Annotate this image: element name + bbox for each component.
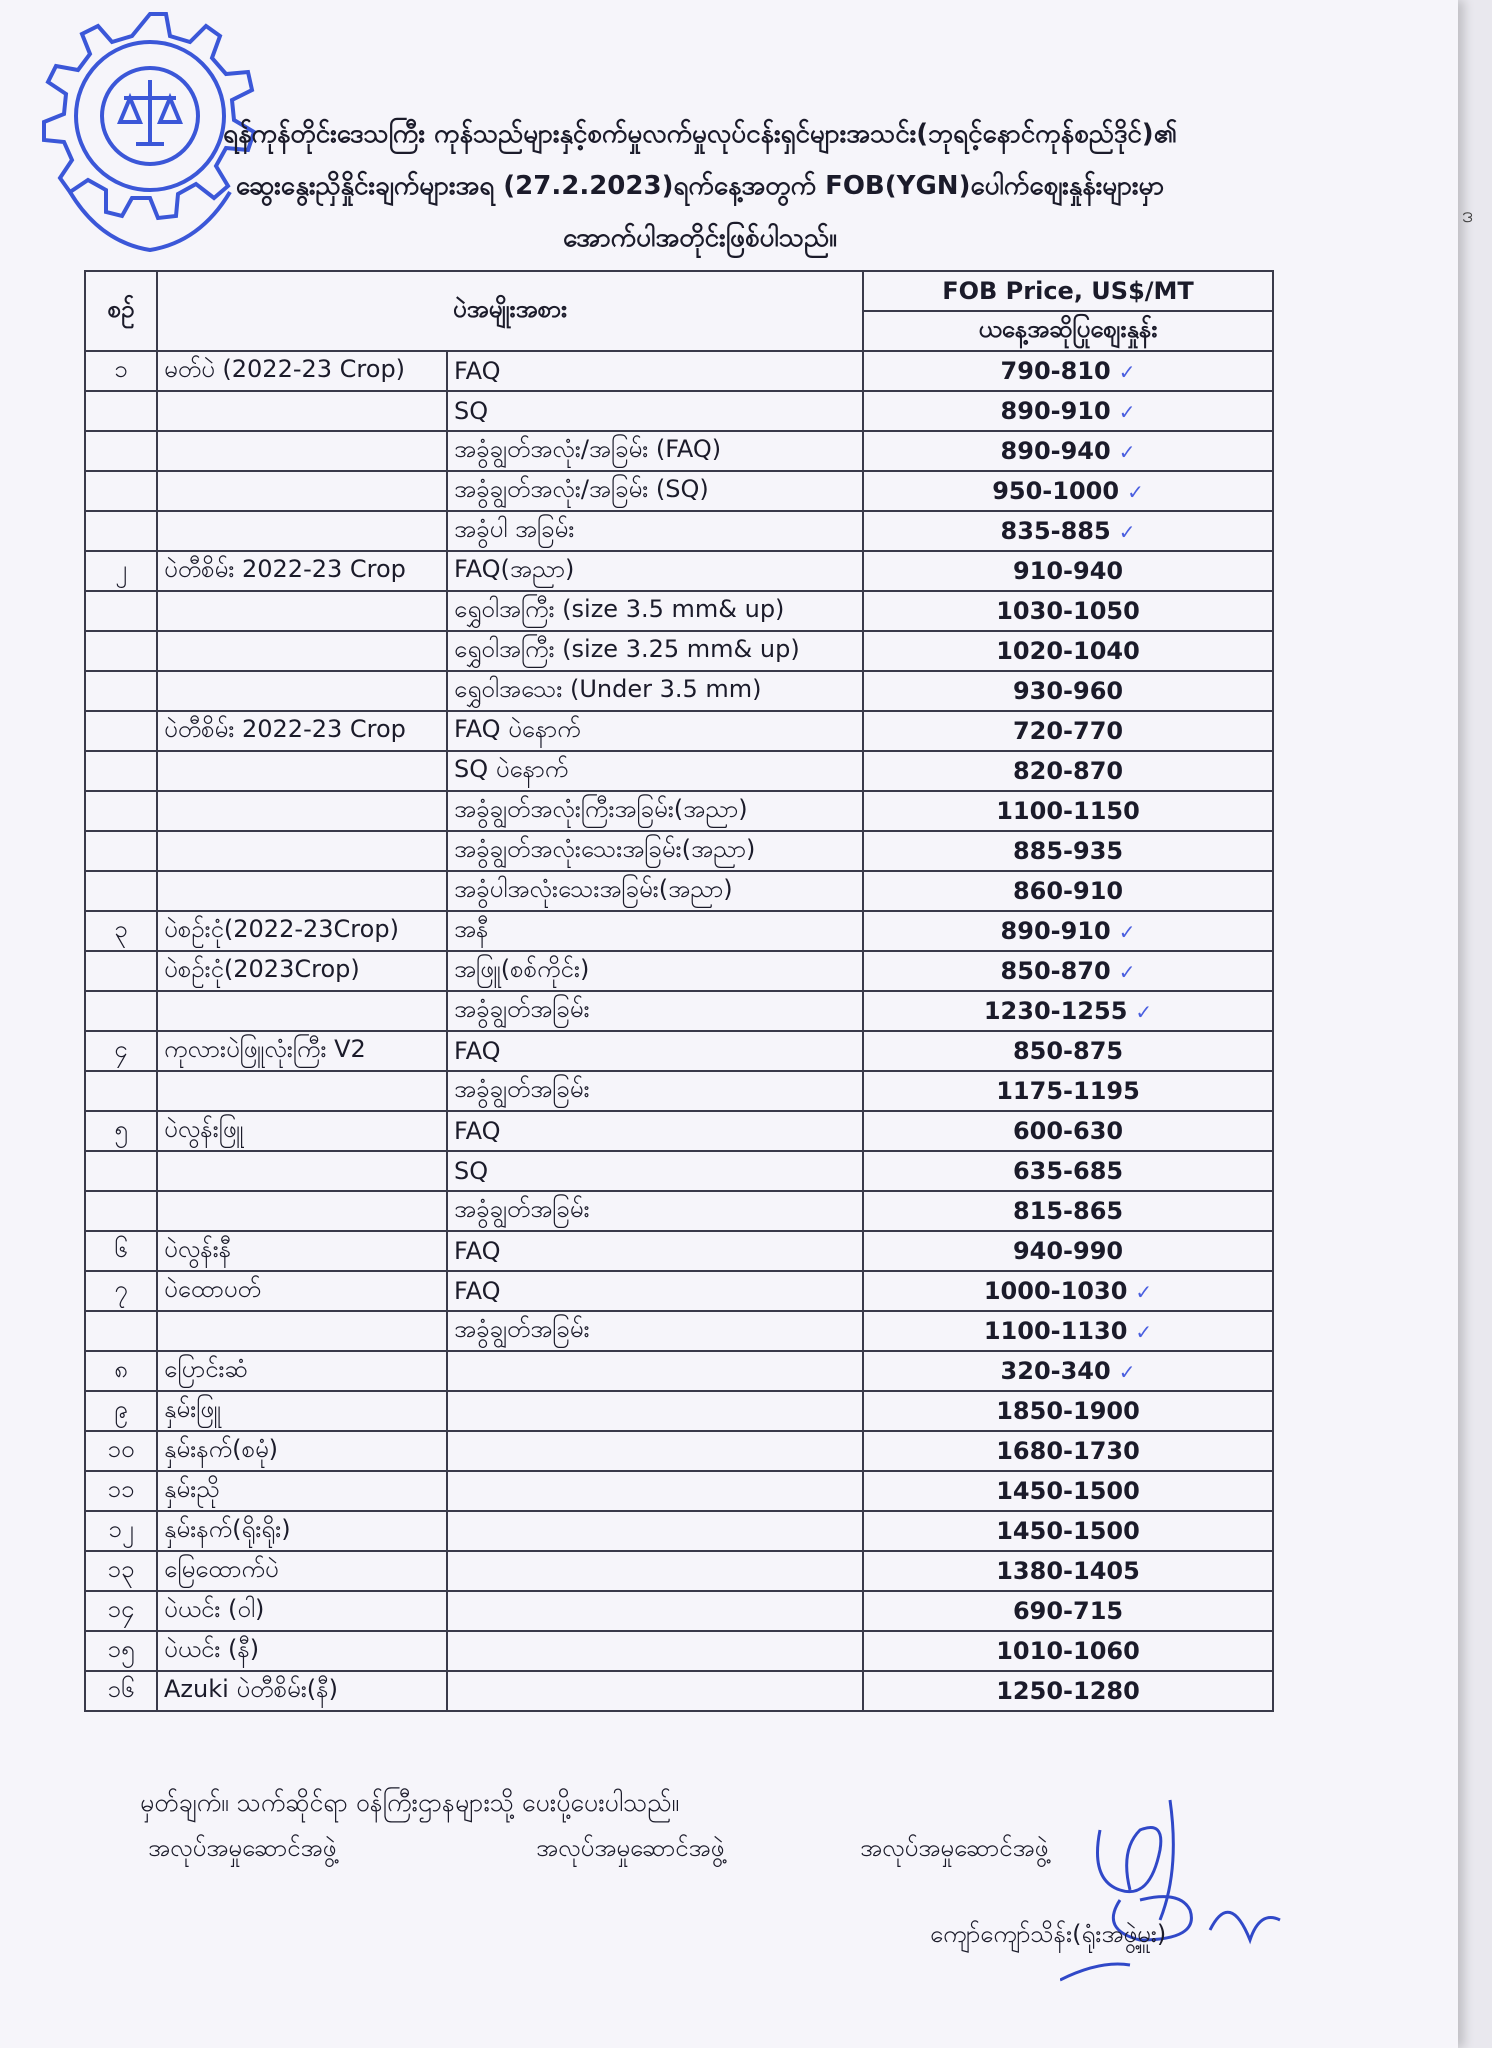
serial-no-cell — [85, 1271, 157, 1311]
serial-no-cell — [85, 1591, 157, 1631]
bean-type-cell-text: ကုလားပဲဖြူလုံးကြီး V2 — [164, 1035, 366, 1063]
table-row — [85, 1471, 1273, 1511]
bean-type-cell — [157, 1271, 447, 1311]
price-cell — [863, 1511, 1273, 1551]
price-cell — [863, 1551, 1273, 1591]
bean-type-cell-text: ပဲယင်း (ဝါ) — [164, 1595, 265, 1623]
header-fob-price: FOB Price, US$/MT — [863, 271, 1273, 311]
bean-type-cell — [157, 951, 447, 991]
check-mark-icon: ✓ — [1127, 480, 1144, 504]
grade-cell — [447, 1551, 863, 1591]
bean-type-cell-text: နှမ်းဖြူ — [164, 1395, 221, 1423]
grade-cell-text: SQ — [454, 397, 489, 425]
serial-no-cell — [85, 391, 157, 431]
bean-type-cell — [157, 711, 447, 751]
grade-cell — [447, 1591, 863, 1631]
grade-cell-text: FAQ — [454, 1037, 501, 1065]
price-cell — [863, 551, 1273, 591]
table-row — [85, 631, 1273, 671]
grade-cell — [447, 1271, 863, 1311]
price-cell-text: 1850-1900 — [996, 1397, 1140, 1425]
serial-no-cell — [85, 1671, 157, 1711]
price-cell-text: 940-990 — [1012, 1237, 1124, 1265]
bean-type-cell — [157, 1671, 447, 1711]
price-cell-text: 835-885 — [1000, 517, 1111, 545]
serial-no-cell — [85, 471, 157, 511]
bean-type-cell — [157, 791, 447, 831]
grade-cell-text: အဖြူ(စစ်ကိုင်း) — [454, 955, 590, 983]
table-row — [85, 711, 1273, 751]
table-row — [85, 1191, 1273, 1231]
bean-type-cell — [157, 551, 447, 591]
heading-line-1: ရန်ကုန်တိုင်းဒေသကြီး ကုန်သည်များနှင့်စက်မှုလက်မှုလုပ်ငန်းရှင်များအသင်း(ဘုရင့်နောင်ကုန်စည်ဒိုင်)၏ — [223, 119, 1177, 149]
bean-type-cell — [157, 391, 447, 431]
table-row — [85, 1591, 1273, 1631]
serial-no-cell — [85, 1431, 157, 1471]
table-row — [85, 1551, 1273, 1591]
grade-cell — [447, 1231, 863, 1271]
table-row — [85, 511, 1273, 551]
bean-type-cell — [157, 1231, 447, 1271]
grade-cell-text: အခွံချွတ်အခြမ်း — [454, 995, 590, 1023]
grade-cell-text: အခွံချွတ်အလုံးသေးအခြမ်း(အညာ) — [454, 835, 756, 863]
grade-cell — [447, 831, 863, 871]
serial-no-cell-text: ၆ — [114, 1235, 128, 1263]
table-row — [85, 1511, 1273, 1551]
grade-cell — [447, 1391, 863, 1431]
check-mark-icon: ✓ — [1135, 1000, 1153, 1024]
check-mark-icon: ✓ — [1118, 520, 1136, 544]
bean-type-cell-text: နှမ်းနက်(ရိုးရိုး) — [164, 1515, 291, 1543]
price-cell-text: 1450-1500 — [996, 1517, 1140, 1545]
price-cell — [863, 871, 1273, 911]
table-row — [85, 831, 1273, 871]
serial-no-cell — [85, 1111, 157, 1151]
grade-cell — [447, 1431, 863, 1471]
price-cell — [863, 671, 1273, 711]
price-cell-text: 720-770 — [1012, 717, 1124, 745]
price-cell-text: 820-870 — [1012, 757, 1124, 785]
table-header-row — [85, 271, 1273, 311]
price-cell — [863, 1391, 1273, 1431]
serial-no-cell-text: ၁၂ — [108, 1515, 134, 1543]
grade-cell-text: အခွံချွတ်အလုံးကြီးအခြမ်း(အညာ) — [454, 795, 748, 823]
serial-no-cell-text: ၁၁ — [107, 1475, 135, 1503]
price-cell-text: 885-935 — [1012, 837, 1124, 865]
table-row — [85, 951, 1273, 991]
heading-line-3: အောက်ပါအတိုင်းဖြစ်ပါသည်။ — [563, 223, 837, 253]
bean-type-cell — [157, 1191, 447, 1231]
table-row — [85, 991, 1273, 1031]
grade-cell-text: FAQ(အညာ) — [454, 555, 575, 583]
price-cell-text: 860-910 — [1012, 877, 1124, 905]
bean-type-cell-text: ပဲတီစိမ်း 2022-23 Crop — [164, 555, 406, 583]
price-cell-text: 1000-1030 — [983, 1277, 1128, 1305]
grade-cell — [447, 1671, 863, 1711]
bean-type-cell-text: ပြောင်းဆံ — [164, 1355, 248, 1383]
serial-no-cell — [85, 1231, 157, 1271]
grade-cell — [447, 1191, 863, 1231]
price-cell — [863, 711, 1273, 751]
heading-line-2: ဆွေးနွေးညှိနှိုင်းချက်များအရ (27.2.2023)ရက်နေ့အတွက် FOB(YGN)ပေါက်စျေးနှုန်းများမှာ — [235, 171, 1165, 201]
price-cell-text: 850-875 — [1012, 1037, 1124, 1065]
price-cell — [863, 1071, 1273, 1111]
grade-cell — [447, 351, 863, 391]
price-cell — [863, 831, 1273, 871]
bean-type-cell-text: ပဲစဉ်းငုံ(2023Crop) — [164, 955, 360, 983]
committee-label-3: အလုပ်အမှုဆောင်အဖွဲ့ — [860, 1834, 1049, 1862]
serial-no-cell — [85, 431, 157, 471]
grade-cell — [447, 1111, 863, 1151]
table-row — [85, 911, 1273, 951]
grade-cell — [447, 871, 863, 911]
price-cell-text: 1010-1060 — [996, 1637, 1140, 1665]
grade-cell — [447, 711, 863, 751]
grade-cell — [447, 591, 863, 631]
price-cell — [863, 791, 1273, 831]
serial-no-cell — [85, 1391, 157, 1431]
grade-cell-text: FAQ ပဲနောက် — [454, 715, 581, 743]
bean-type-cell — [157, 1551, 447, 1591]
price-cell-text: 1680-1730 — [996, 1437, 1140, 1465]
price-cell-text: 635-685 — [1012, 1157, 1124, 1185]
serial-no-cell-text: ၂ — [115, 555, 127, 583]
price-cell-text: 890-910 — [1000, 917, 1111, 945]
grade-cell — [447, 1631, 863, 1671]
grade-cell — [447, 911, 863, 951]
grade-cell — [447, 671, 863, 711]
grade-cell — [447, 1071, 863, 1111]
bean-type-cell — [157, 1391, 447, 1431]
grade-cell — [447, 1471, 863, 1511]
serial-no-cell — [85, 591, 157, 631]
price-cell — [863, 591, 1273, 631]
check-mark-icon: ✓ — [1118, 360, 1136, 384]
committee-label-2: အလုပ်အမှုဆောင်အဖွဲ့ — [536, 1834, 725, 1862]
price-cell — [863, 511, 1273, 551]
bean-type-cell — [157, 1111, 447, 1151]
serial-no-cell — [85, 631, 157, 671]
table-row — [85, 1151, 1273, 1191]
grade-cell — [447, 991, 863, 1031]
document-heading — [100, 108, 1300, 264]
serial-no-cell — [85, 511, 157, 551]
table-row — [85, 471, 1273, 511]
price-cell-text: 690-715 — [1012, 1597, 1124, 1625]
price-cell-text: 815-865 — [1012, 1197, 1124, 1225]
grade-cell-text: SQ ပဲနောက် — [454, 755, 569, 783]
price-cell-text: 910-940 — [1012, 557, 1124, 585]
serial-no-cell — [85, 551, 157, 591]
price-cell-text: 1020-1040 — [996, 637, 1140, 665]
serial-no-cell — [85, 1031, 157, 1071]
serial-no-cell — [85, 991, 157, 1031]
bean-type-cell — [157, 1471, 447, 1511]
grade-cell — [447, 551, 863, 591]
table-row — [85, 871, 1273, 911]
grade-cell — [447, 431, 863, 471]
table-row — [85, 431, 1273, 471]
edge-glyph: ဒ — [1462, 203, 1474, 228]
bean-type-cell-text: ပဲတီစိမ်း 2022-23 Crop — [164, 715, 406, 743]
bean-type-cell — [157, 631, 447, 671]
bean-type-cell-text: ပဲလွန်းနီ — [164, 1235, 232, 1263]
serial-no-cell — [85, 1551, 157, 1591]
table-row — [85, 1351, 1273, 1391]
grade-cell-text: အခွံချွတ်အလုံး/အခြမ်း (FAQ) — [454, 435, 722, 463]
grade-cell — [447, 511, 863, 551]
table-row — [85, 551, 1273, 591]
price-cell — [863, 631, 1273, 671]
serial-no-cell — [85, 831, 157, 871]
price-cell-text: 1030-1050 — [996, 597, 1140, 625]
bean-type-cell-text: ပဲစဉ်းငုံ(2022-23Crop) — [164, 915, 399, 943]
serial-no-cell-text: ၃ — [114, 915, 128, 943]
grade-cell — [447, 1151, 863, 1191]
bean-type-cell — [157, 1511, 447, 1551]
grade-cell-text: အခွံချွတ်အခြမ်း — [454, 1195, 590, 1223]
bean-type-cell-text: နှမ်းနက်(စမုံ) — [164, 1435, 279, 1463]
grade-cell-text: FAQ — [454, 1237, 501, 1265]
serial-no-cell-text: ၁၄ — [107, 1595, 135, 1623]
serial-no-cell — [85, 1151, 157, 1191]
serial-no-cell-text: ၈ — [114, 1355, 128, 1383]
handwritten-signature — [1060, 1790, 1290, 1990]
serial-no-cell — [85, 1191, 157, 1231]
remark-note: မှတ်ချက်။ သက်ဆိုင်ရာ ဝန်ကြီးဌာနများသို့ ပေးပို့ပေးပါသည်။ — [140, 1788, 680, 1817]
grade-cell-text: FAQ — [454, 1117, 501, 1145]
bean-type-cell — [157, 471, 447, 511]
serial-no-cell — [85, 1511, 157, 1551]
check-mark-icon: ✓ — [1118, 960, 1136, 984]
price-cell-text: 1380-1405 — [996, 1557, 1140, 1585]
table-row — [85, 671, 1273, 711]
bean-type-cell-text: မတ်ပဲ (2022-23 Crop) — [164, 355, 406, 383]
table-row — [85, 1071, 1273, 1111]
grade-cell — [447, 1031, 863, 1071]
price-cell — [863, 1031, 1273, 1071]
grade-cell-text: ရွှေဝါအကြီး (size 3.5 mm& up) — [454, 595, 785, 623]
grade-cell — [447, 631, 863, 671]
grade-cell-text: ရွှေဝါအသေး (Under 3.5 mm) — [454, 675, 762, 703]
table-row — [85, 1431, 1273, 1471]
serial-no-cell — [85, 871, 157, 911]
table-row — [85, 391, 1273, 431]
price-cell-text: 950-1000 — [992, 477, 1120, 505]
bean-type-cell — [157, 1631, 447, 1671]
bean-type-cell-text: ပဲထောပတ် — [164, 1275, 261, 1303]
table-row — [85, 1631, 1273, 1671]
grade-cell-text: အနီ — [454, 915, 489, 943]
price-cell-text: 1450-1500 — [996, 1477, 1140, 1505]
check-mark-icon: ✓ — [1135, 1280, 1153, 1304]
bean-type-cell-text: မြေထောက်ပဲ — [164, 1555, 279, 1583]
serial-no-cell — [85, 1471, 157, 1511]
table-row — [85, 591, 1273, 631]
serial-no-cell-text: ၁ — [114, 355, 128, 383]
header-proposed-price: ယနေ့အဆိုပြုစျေးနှုန်း — [863, 311, 1273, 351]
bean-type-cell-text: ပဲယင်း (နီ) — [164, 1635, 260, 1663]
table-row — [85, 1311, 1273, 1351]
grade-cell-text: အခွံပါ အခြမ်း — [454, 515, 575, 543]
price-cell-text: 930-960 — [1012, 677, 1124, 705]
price-cell-text: 890-910 — [1000, 397, 1111, 425]
table-row — [85, 1391, 1273, 1431]
price-cell — [863, 431, 1273, 471]
bean-type-cell — [157, 351, 447, 391]
grade-cell-text: FAQ — [454, 357, 501, 385]
price-cell-text: 850-870 — [1000, 957, 1111, 985]
price-cell — [863, 1271, 1273, 1311]
serial-no-cell — [85, 1351, 157, 1391]
serial-no-cell — [85, 751, 157, 791]
bean-type-cell — [157, 591, 447, 631]
bean-type-cell — [157, 1311, 447, 1351]
header-serial-no: စဉ် — [85, 271, 157, 351]
check-mark-icon: ✓ — [1135, 1320, 1153, 1344]
table-row — [85, 751, 1273, 791]
price-table — [84, 270, 1274, 1712]
price-cell-text: 790-810 — [1000, 357, 1111, 385]
serial-no-cell — [85, 1631, 157, 1671]
serial-no-cell — [85, 671, 157, 711]
price-cell — [863, 911, 1273, 951]
serial-no-cell-text: ၁၆ — [107, 1675, 135, 1703]
committee-label-1: အလုပ်အမှုဆောင်အဖွဲ့ — [148, 1834, 337, 1862]
price-cell — [863, 991, 1273, 1031]
price-cell-text: 320-340 — [1000, 1357, 1111, 1385]
table-row — [85, 1271, 1273, 1311]
grade-cell — [447, 391, 863, 431]
price-cell — [863, 391, 1273, 431]
grade-cell — [447, 471, 863, 511]
check-mark-icon: ✓ — [1118, 920, 1136, 944]
check-mark-icon: ✓ — [1118, 400, 1136, 424]
price-table-body — [85, 351, 1273, 1711]
bean-type-cell — [157, 1071, 447, 1111]
bean-type-cell — [157, 991, 447, 1031]
grade-cell — [447, 1511, 863, 1551]
price-cell-text: 1250-1280 — [996, 1677, 1140, 1705]
price-cell-text: 1100-1130 — [983, 1317, 1128, 1345]
bean-type-cell — [157, 911, 447, 951]
grade-cell — [447, 1351, 863, 1391]
chairperson-name: ကျော်ကျော်သိန်း(ရုံးအဖွဲ့မှူး) — [930, 1920, 1167, 1948]
grade-cell — [447, 951, 863, 991]
grade-cell-text: အခွံချွတ်အလုံး/အခြမ်း (SQ) — [454, 475, 709, 503]
check-mark-icon: ✓ — [1118, 1360, 1136, 1384]
bean-type-cell — [157, 1591, 447, 1631]
bean-type-cell-text: ပဲလွန်းဖြူ — [164, 1115, 244, 1143]
table-row — [85, 351, 1273, 391]
price-cell-text: 1175-1195 — [996, 1077, 1140, 1105]
price-cell — [863, 1231, 1273, 1271]
serial-no-cell — [85, 351, 157, 391]
grade-cell-text: FAQ — [454, 1277, 501, 1305]
price-cell — [863, 1351, 1273, 1391]
serial-no-cell-text: ၁၅ — [107, 1635, 135, 1663]
table-row — [85, 791, 1273, 831]
serial-no-cell — [85, 711, 157, 751]
serial-no-cell-text: ၇ — [114, 1275, 128, 1303]
bean-type-cell — [157, 1351, 447, 1391]
grade-cell — [447, 1311, 863, 1351]
serial-no-cell-text: ၄ — [114, 1035, 128, 1063]
serial-no-cell — [85, 1071, 157, 1111]
price-cell — [863, 1191, 1273, 1231]
bean-type-cell — [157, 1431, 447, 1471]
bean-type-cell — [157, 671, 447, 711]
bean-type-cell — [157, 511, 447, 551]
bean-type-cell — [157, 751, 447, 791]
price-cell — [863, 1431, 1273, 1471]
grade-cell-text: အခွံချွတ်အခြမ်း — [454, 1075, 590, 1103]
header-bean-type: ပဲအမျိုးအစား — [157, 271, 863, 351]
bean-type-cell — [157, 431, 447, 471]
price-cell — [863, 951, 1273, 991]
check-mark-icon: ✓ — [1118, 440, 1136, 464]
grade-cell-text: SQ — [454, 1157, 489, 1185]
serial-no-cell-text: ၁၃ — [107, 1555, 135, 1583]
price-cell-text: 890-940 — [1000, 437, 1111, 465]
bean-type-cell-text: နှမ်းညို — [164, 1475, 220, 1503]
grade-cell — [447, 791, 863, 831]
grade-cell-text: အခွံပါအလုံးသေးအခြမ်း(အညာ) — [454, 875, 733, 903]
serial-no-cell-text: ၅ — [114, 1115, 128, 1143]
price-cell — [863, 471, 1273, 511]
serial-no-cell — [85, 791, 157, 831]
price-cell — [863, 751, 1273, 791]
serial-no-cell — [85, 951, 157, 991]
price-cell — [863, 1631, 1273, 1671]
table-row — [85, 1231, 1273, 1271]
price-cell — [863, 1591, 1273, 1631]
price-cell — [863, 1151, 1273, 1191]
serial-no-cell-text: ၉ — [114, 1395, 128, 1423]
price-cell — [863, 1471, 1273, 1511]
table-row — [85, 1031, 1273, 1071]
price-cell — [863, 351, 1273, 391]
bean-type-cell-text: Azuki ပဲတီစိမ်း(နီ) — [164, 1675, 338, 1703]
bean-type-cell — [157, 831, 447, 871]
table-row — [85, 1671, 1273, 1711]
grade-cell-text: ရွှေဝါအကြီး (size 3.25 mm& up) — [454, 635, 800, 663]
serial-no-cell-text: ၁၀ — [107, 1435, 135, 1463]
price-cell-text: 600-630 — [1012, 1117, 1124, 1145]
bean-type-cell — [157, 871, 447, 911]
serial-no-cell — [85, 1311, 157, 1351]
serial-no-cell — [85, 911, 157, 951]
price-cell — [863, 1311, 1273, 1351]
table-row — [85, 1111, 1273, 1151]
price-cell-text: 1230-1255 — [983, 997, 1128, 1025]
price-cell-text: 1100-1150 — [996, 797, 1140, 825]
price-cell — [863, 1671, 1273, 1711]
grade-cell-text: အခွံချွတ်အခြမ်း — [454, 1315, 590, 1343]
bean-type-cell — [157, 1151, 447, 1191]
price-cell — [863, 1111, 1273, 1151]
grade-cell — [447, 751, 863, 791]
bean-type-cell — [157, 1031, 447, 1071]
